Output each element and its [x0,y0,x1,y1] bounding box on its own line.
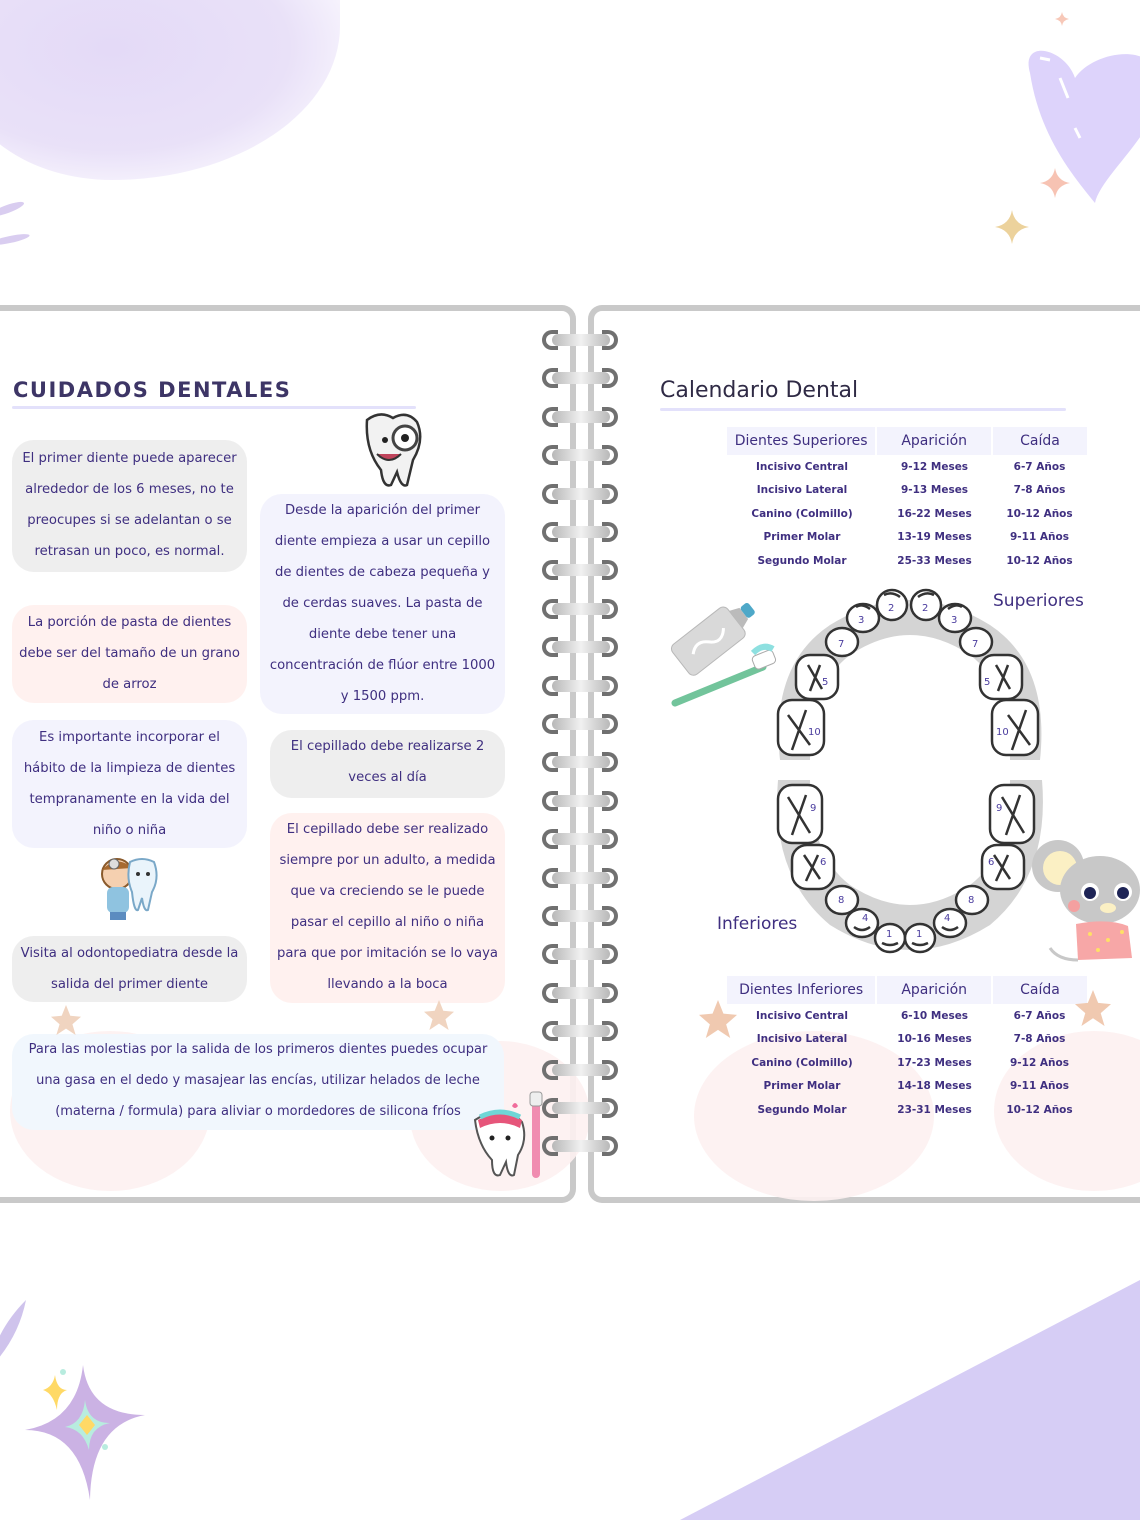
tooth-with-toothbrush-illustration [460,1090,560,1180]
leaf-decoration [0,1300,28,1370]
leaf-decoration [0,232,30,247]
tip-card-first-tooth: El primer diente puede aparecer alrededor de los 6 meses, no te preocupes si se adelantan o se retrasan un poco, es normal. [12,440,247,572]
eruption-age: 13-19 Meses [897,531,972,544]
shedding-age: 9-12 Años [1010,1056,1069,1069]
svg-text:8: 8 [838,895,845,906]
sparkle-icon [25,1365,150,1500]
eruption-age: 9-13 Meses [900,484,969,497]
table-row [727,1051,1089,1075]
tooth-name: Incisivo Lateral [756,1033,848,1046]
shedding-age: 9-11 Años [1010,1080,1069,1093]
svg-text:6: 6 [988,857,995,868]
tip-card-cleaning-habit: Es importante incorporar el hábito de la limpieza de dientes tempranamente en la vida del niño o niña [12,720,247,848]
tip-card-toothbrush-type: Desde la aparición del primer diente empieza a usar un cepillo de dientes de cabeza pequeña y de cerdas suaves. La pasta de diente debe tener una concentración de flúor entre 1000 y 1500 ppm. [260,494,505,714]
upper-teeth-table [727,427,1089,573]
tip-card-pediatric-dentist: Visita al odontopediatra desde la salida del primer diente [12,936,247,1002]
lower-teeth-table [727,976,1089,1122]
svg-text:5: 5 [822,677,829,688]
table-row [727,549,1089,573]
table-row [727,1075,1089,1099]
toothpaste-and-brush-illustration [655,595,780,710]
tip-card-adult-brushing: El cepillado debe ser realizado siempre por un adulto, a medida que va creciendo se le puede pasar el cepillo al niño o niña para que por imitación se lo vaya llevando a la boca [270,813,505,1003]
svg-text:9: 9 [810,803,817,814]
tooth-name: Primer Molar [763,531,841,544]
column-header: Caída [993,427,1087,455]
svg-text:8: 8 [968,895,975,906]
upper-teeth-diagram [770,585,1050,770]
page-title: CUIDADOS DENTALES [13,378,292,402]
table-row [727,1098,1089,1122]
shedding-age: 6-7 Años [1013,460,1066,473]
leaf-decoration [0,199,25,218]
heart-icon [1020,38,1140,208]
spiral-ring [540,791,620,811]
svg-text:5: 5 [984,677,991,688]
svg-text:3: 3 [951,615,958,626]
shedding-age: 7-8 Años [1013,484,1066,497]
eruption-age: 17-23 Meses [897,1056,972,1069]
svg-text:4: 4 [944,913,951,924]
spiral-ring [540,1021,620,1041]
page-title: Calendario Dental [660,378,859,403]
shedding-age: 10-12 Años [1006,507,1073,520]
spiral-ring [540,714,620,734]
shedding-age: 10-12 Años [1006,1103,1073,1116]
spiral-ring [540,368,620,388]
eruption-age: 23-31 Meses [897,1103,972,1116]
eruption-age: 14-18 Meses [897,1080,972,1093]
svg-text:6: 6 [820,857,827,868]
star-decoration [1075,988,1111,1028]
sparkle-icon [1040,168,1070,198]
tooth-magnifier-illustration [355,410,433,490]
shedding-age: 10-12 Años [1006,554,1073,567]
dentist-kid-illustration [92,852,167,927]
table-row [727,502,1089,526]
spiral-ring [540,330,620,350]
sparkle-icon [995,210,1029,244]
column-header: Dientes Inferiores [727,976,875,1004]
lower-teeth-diagram [770,775,1050,955]
watercolor-wash-decoration [0,0,340,180]
svg-text:2: 2 [922,603,929,614]
lower-arch-label: Inferiores [717,914,798,934]
spiral-ring [540,637,620,657]
column-header: Aparición [877,976,991,1004]
tooth-name: Canino (Colmillo) [751,507,853,520]
tooth-name: Primer Molar [763,1080,841,1093]
tooth-name: Incisivo Central [756,460,848,473]
eruption-age: 16-22 Meses [897,507,972,520]
svg-text:7: 7 [838,639,845,650]
spiral-ring [540,983,620,1003]
spiral-binding [540,330,620,1160]
tooth-name: Segundo Molar [757,554,847,567]
spiral-ring [540,484,620,504]
star-decoration [698,1000,738,1038]
sparkle-icon [1055,12,1069,26]
tip-card-toothpaste-amount: La porción de pasta de dientes debe ser del tamaño de un grano de arroz [12,605,247,703]
eruption-age: 9-12 Meses [900,460,969,473]
svg-text:9: 9 [996,803,1003,814]
svg-text:7: 7 [972,639,979,650]
spiral-ring [540,752,620,772]
table-row [727,1028,1089,1052]
table-row [727,526,1089,550]
svg-text:10: 10 [996,727,1009,738]
svg-text:10: 10 [808,727,821,738]
spiral-ring [540,560,620,580]
table-row [727,455,1089,479]
eruption-age: 10-16 Meses [897,1033,972,1046]
spiral-ring [540,906,620,926]
eruption-age: 25-33 Meses [897,554,972,567]
svg-text:2: 2 [888,603,895,614]
svg-text:1: 1 [886,929,893,940]
column-header: Caída [993,976,1087,1004]
spiral-ring [540,868,620,888]
shedding-age: 6-7 Años [1013,1009,1066,1022]
svg-text:4: 4 [862,913,869,924]
shedding-age: 7-8 Años [1013,1033,1066,1046]
watercolor-wash-decoration [680,1280,1140,1520]
spiral-ring [540,445,620,465]
tooth-name: Incisivo Central [756,1009,848,1022]
column-header: Dientes Superiores [727,427,875,455]
tooth-name: Incisivo Lateral [756,484,848,497]
spiral-ring [540,944,620,964]
spiral-ring [540,599,620,619]
svg-text:1: 1 [916,929,923,940]
spiral-ring [540,407,620,427]
spiral-ring [540,676,620,696]
title-underline [660,408,1066,411]
column-header: Aparición [877,427,991,455]
upper-arch-label: Superiores [993,591,1084,611]
spiral-ring [540,522,620,542]
table-row [727,479,1089,503]
shedding-age: 9-11 Años [1010,531,1069,544]
svg-text:3: 3 [858,615,865,626]
table-row [727,1004,1089,1028]
tooth-name: Segundo Molar [757,1103,847,1116]
tooth-name: Canino (Colmillo) [751,1056,853,1069]
star-decoration [48,1005,84,1035]
tip-card-brushing-frequency: El cepillado debe realizarse 2 veces al día [270,730,505,798]
tip-card-teething-relief: Para las molestias por la salida de los primeros dientes puedes ocupar una gasa en el dedo y masajear las encías, utilizar helados de leche (materna / formula) para aliviar o mordedores de silicona fríos [12,1034,504,1130]
spiral-ring [540,1060,620,1080]
eruption-age: 6-10 Meses [900,1009,969,1022]
mouse-brushing-illustration [1028,830,1140,970]
title-underline [12,406,416,409]
spiral-ring [540,829,620,849]
star-decoration [422,1000,456,1030]
